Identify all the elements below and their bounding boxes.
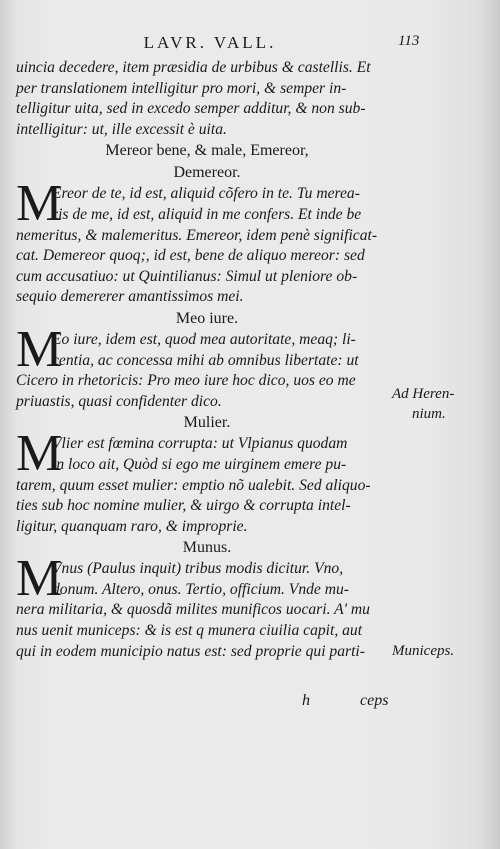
text-line: uincia decedere, item præsidia de urbibus & castellis. Et	[16, 59, 371, 76]
text-line: Vlier est fœmina corrupta: ut Vlpianus quodam	[52, 435, 348, 453]
text-line: Vnus (Paulus inquit) tribus modis dicitur. Vno,	[52, 560, 344, 578]
text-line: qui in eodem municipio natus est: sed proprie qui parti-	[16, 642, 365, 660]
text-line: nemeritus, & malemeritus. Emereor, idem penè significat-	[16, 226, 378, 244]
text-line: priuastis, quasi confidenter dico.	[16, 392, 222, 410]
text-line: ties sub hoc nomine mulier, & uirgo & corrupta intel-	[16, 497, 351, 515]
margin-note-line: Ad Heren-	[392, 386, 455, 402]
entry-heading-mereor: Mereor bene, & male, Emereor,	[105, 142, 309, 160]
entry-paragraph-munus	[16, 550, 388, 662]
text-line: in loco ait, Quòd si ego me uirginem emere pu-	[52, 455, 347, 473]
entry-heading-mulier: Mulier.	[183, 414, 231, 432]
entry-paragraph-mulier	[16, 425, 388, 537]
margin-note-municeps: Municeps.	[392, 643, 455, 659]
text-line: sequio demererer amantissimos mei.	[16, 288, 244, 306]
margin-note-ad-herennium	[392, 384, 454, 424]
text-line: Cicero in rhetoricis: Pro meo iure hoc dico, uos eo me	[16, 372, 356, 390]
text-line: ligitur, quanquam raro, & improprie.	[16, 517, 248, 535]
drop-initial: M	[16, 320, 63, 378]
entry-paragraph-meo-iure	[16, 320, 388, 412]
drop-initial: M	[16, 425, 63, 483]
entry-heading-meo-iure: Meo iure.	[175, 309, 239, 327]
text-line: donum. Altero, onus. Tertio, officium. Vnde mu-	[52, 580, 349, 598]
text-line: cum accusatiuo: ut Quintilianus: Simul ut pleniore ob-	[16, 267, 358, 285]
text-line: telligitur uita, sed in excedo semper additur, & non sub-	[16, 100, 366, 118]
text-line: tarem, quum esset mulier: emptio nõ ualebit. Sed aliquo-	[16, 476, 371, 494]
text-line: per translationem intelligitur pro mori, & semper in-	[16, 79, 347, 97]
entry-paragraph-mereor	[16, 175, 388, 308]
catchword: ceps	[360, 692, 389, 709]
text-line: centia, ac concessa mihi ab omnibus libertate: ut	[52, 351, 359, 369]
running-head: LAVR. VALL.	[143, 33, 277, 52]
drop-initial: M	[16, 175, 63, 233]
text-block	[16, 58, 388, 662]
text-line: intelligitur: ut, ille excessit è uita.	[16, 120, 227, 138]
page-number: 113	[398, 33, 420, 49]
text-line: nus uenit municeps: & is est q munera ciuilia capit, aut	[16, 622, 363, 640]
text-line: Eo iure, idem est, quod mea autoritate, meaq; li-	[52, 330, 356, 348]
text-line: Ereor de te, id est, aliquid cõfero in te. Tu merea-	[52, 185, 360, 203]
entry-heading-munus: Munus.	[182, 539, 232, 557]
drop-initial: M	[16, 550, 63, 608]
margin-note-line: nium.	[412, 406, 446, 422]
text-line: cat. Demereor quoq;, id est, bene de aliquo mereor: sed	[16, 247, 365, 265]
text-line: ris de me, id est, aliquid in me confers. Et inde be	[52, 205, 362, 223]
signature-mark: h	[302, 692, 310, 709]
text-line: nera militaria, & quosdã milites munificos uocari. A' mu	[16, 601, 370, 619]
entry-heading-demereor: Demereor.	[173, 164, 241, 182]
